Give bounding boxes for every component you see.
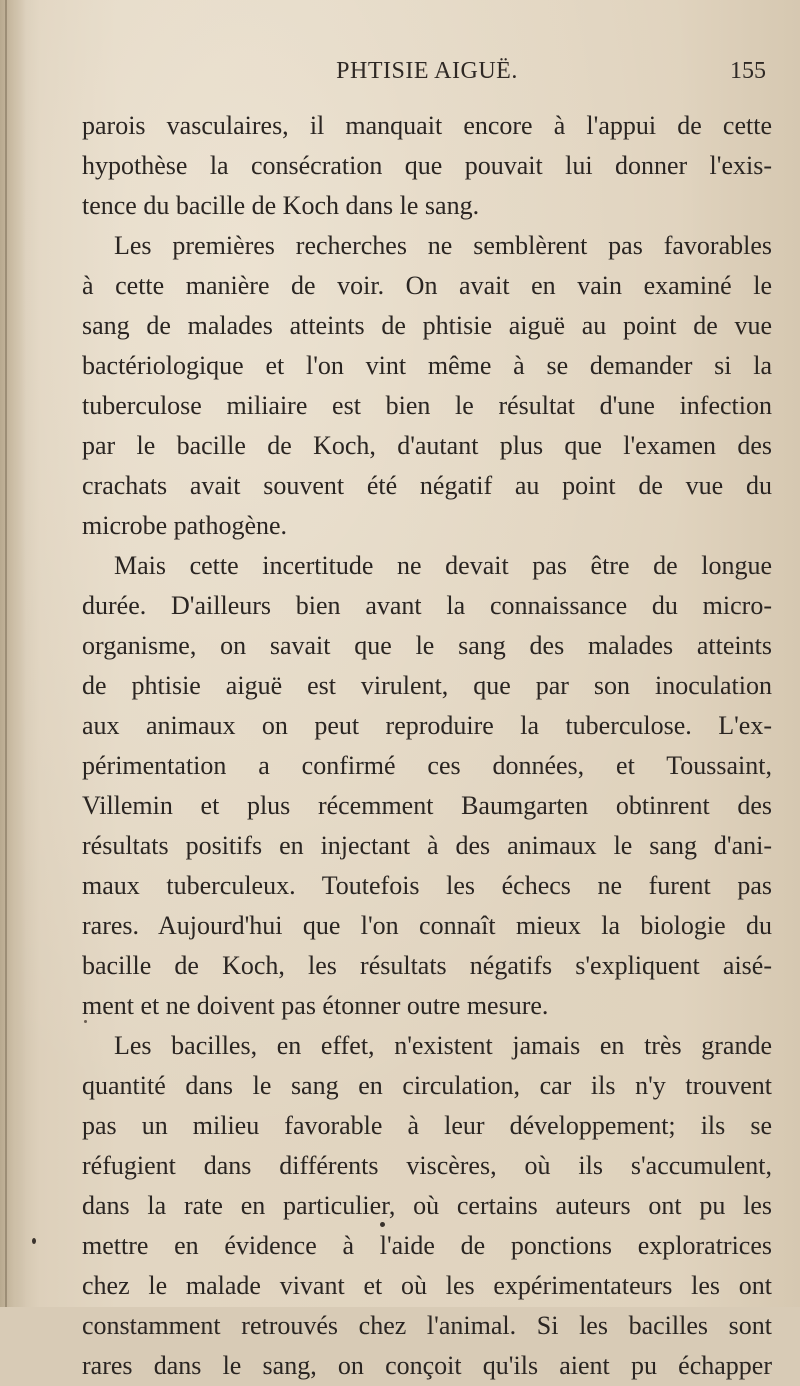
text-line: quantité dans le sang en circulation, car ils n'y trouvent	[82, 1071, 772, 1100]
ink-speck	[32, 1238, 36, 1244]
text-line: bacille de Koch, les résultats négatifs s'expliquent aisé-	[82, 951, 772, 980]
ink-speck	[380, 1222, 385, 1227]
text-line: constamment retrouvés chez l'animal. Si les bacilles sont	[82, 1311, 772, 1340]
text-line: rares dans le sang, on conçoit qu'ils aient pu échapper	[82, 1351, 772, 1380]
text-line: pas un milieu favorable à leur développement; ils se	[82, 1111, 772, 1140]
text-line: hypothèse la consécration que pouvait lui donner l'exis-	[82, 151, 772, 180]
text-line: Villemin et plus récemment Baumgarten obtinrent des	[82, 791, 772, 820]
text-line: crachats avait souvent été négatif au point de vue du	[82, 471, 772, 500]
body-text	[82, 106, 772, 1386]
text-line: maux tuberculeux. Toutefois les échecs ne furent pas	[82, 871, 772, 900]
text-line: résultats positifs en injectant à des animaux le sang d'ani-	[82, 831, 772, 860]
text-line: mettre en évidence à l'aide de ponctions exploratrices	[82, 1231, 772, 1260]
text-line: à cette manière de voir. On avait en vain examiné le	[82, 271, 772, 300]
text-line: tuberculose miliaire est bien le résultat d'une infection	[82, 391, 772, 420]
page-spine-shadow	[0, 0, 26, 1307]
text-line: sang de malades atteints de phtisie aiguë au point de vue	[82, 311, 772, 340]
text-line: aux animaux on peut reproduire la tuberculose. L'ex-	[82, 711, 772, 740]
text-line: chez le malade vivant et où les expérimentateurs les ont	[82, 1271, 772, 1300]
text-line: durée. D'ailleurs bien avant la connaissance du micro-	[82, 591, 772, 620]
text-line: dans la rate en particulier, où certains auteurs ont pu les	[82, 1191, 772, 1220]
text-line: de phtisie aiguë est virulent, que par son inoculation	[82, 671, 772, 700]
text-line: par le bacille de Koch, d'autant plus que l'examen des	[82, 431, 772, 460]
text-line: ment et ne doivent pas étonner outre mesure.	[82, 991, 549, 1020]
page-number: 155	[730, 58, 766, 84]
text-line: microbe pathogène.	[82, 511, 288, 540]
text-line: parois vasculaires, il manquait encore à l'appui de cette	[82, 111, 772, 140]
text-line: organisme, on savait que le sang des malades atteints	[82, 631, 772, 660]
running-title: PHTISIE AIGUË.	[336, 58, 518, 84]
ink-speck	[84, 1020, 87, 1023]
text-line: rares. Aujourd'hui que l'on connaît mieux la biologie du	[82, 911, 772, 940]
text-line: Les bacilles, en effet, n'existent jamais en très grande	[114, 1031, 772, 1060]
running-header	[82, 58, 772, 92]
text-line: Les premières recherches ne semblèrent pas favorables	[114, 231, 772, 260]
text-line: périmentation a confirmé ces données, et Toussaint,	[82, 751, 772, 780]
text-line: bactériologique et l'on vint même à se demander si la	[82, 351, 772, 380]
text-line: Mais cette incertitude ne devait pas être de longue	[114, 551, 772, 580]
text-line: tence du bacille de Koch dans le sang.	[82, 191, 480, 220]
text-line: réfugient dans différents viscères, où ils s'accumulent,	[82, 1151, 772, 1180]
page-edge-line	[5, 0, 7, 1307]
